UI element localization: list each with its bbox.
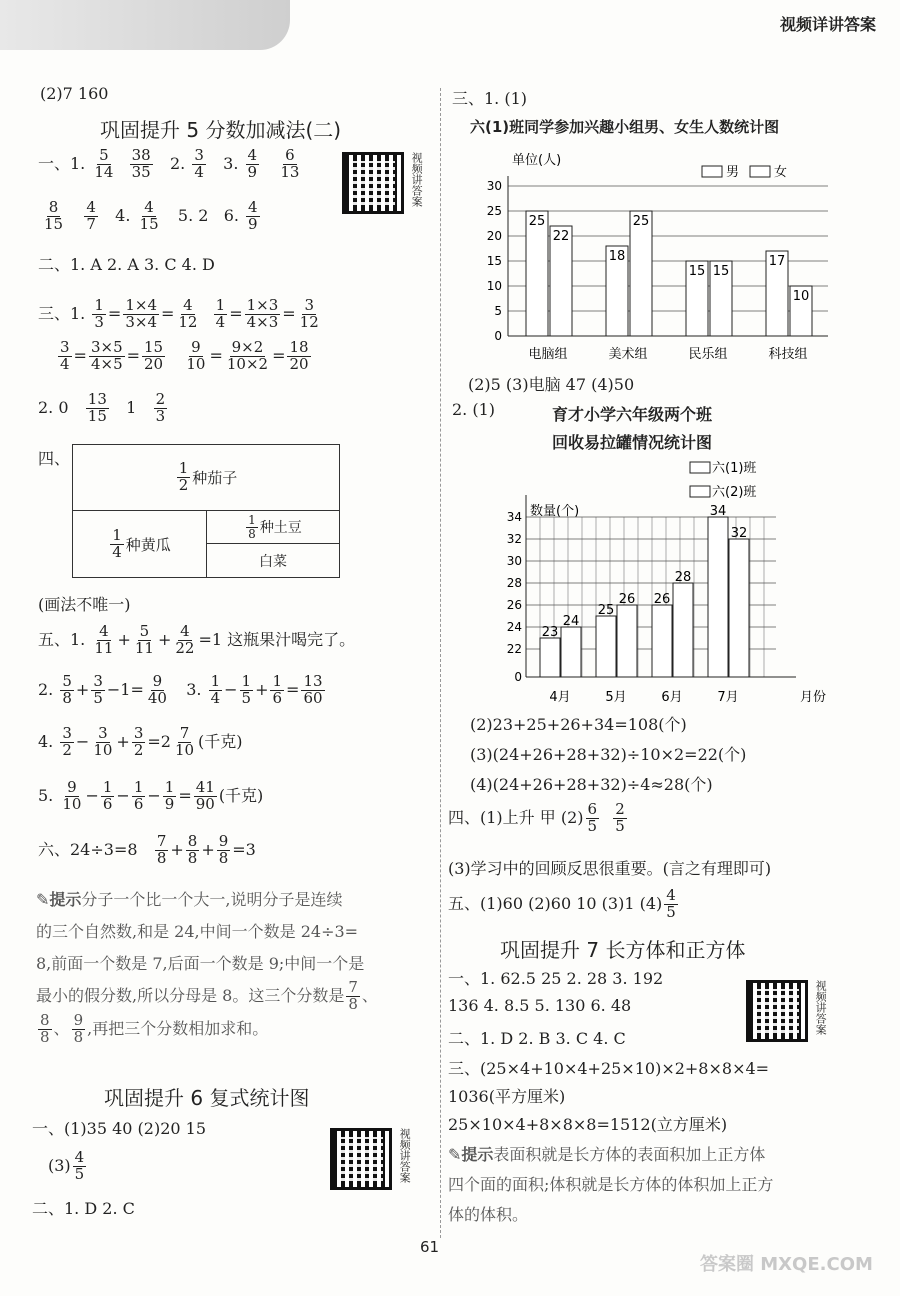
category-label: 7月 <box>717 690 739 705</box>
tick-label: 28 <box>506 576 522 590</box>
tick-label: 32 <box>506 532 522 546</box>
tick-label: 0 <box>494 329 502 343</box>
pencil-icon: ✎ <box>36 890 50 909</box>
category-label: 6月 <box>661 690 683 705</box>
qr-label: 视频讲答案 <box>814 980 828 1035</box>
s5-q5-5: 5. $\frac{9}{10}$ − $\frac{1}{6}$ − $\frac{1}{6}$ − $\frac{1}{9}$ = $\frac{41}{90}$ (千克) <box>38 778 264 813</box>
r-s7-q3b: 1036(平方厘米) <box>448 1087 566 1106</box>
eggplant-region: $\frac{1}{2}$ 种茄子 <box>73 445 339 511</box>
s5-q3-row1: 三、1. $\frac{1}{3}$ = $\frac{1\times 4}{3\times 4}$ = $\frac{4}{12}$ $\frac{1}{4}$ = $\frac{1\times 3}{4\times 3}$ = $\frac{3}{12}$ <box>38 296 319 331</box>
bar <box>526 211 548 336</box>
tick-label: 24 <box>506 620 522 634</box>
chart2-title-2: 回收易拉罐情况统计图 <box>552 433 713 452</box>
tick-label: 26 <box>506 598 522 612</box>
data-label: 25 <box>632 214 650 229</box>
data-label: 26 <box>618 592 636 607</box>
data-label: 32 <box>730 526 748 541</box>
category-label: 5月 <box>605 690 627 705</box>
s5-q1-row2: $\frac{8}{15}$ $\frac{4}{7}$ 4. $\frac{4}{15}$ 5. 2 6. $\frac{4}{9}$ <box>44 198 258 233</box>
column-divider <box>440 88 441 1238</box>
tip-block-right: ✎提示表面积就是长方体的表面积加上正方体 四个面的面积;体积就是长方体的体积加上正方 体的体积。 <box>448 1145 774 1224</box>
page-number: 61 <box>420 1238 440 1256</box>
data-label: 18 <box>608 249 626 264</box>
s5-q4-note: (画法不唯一) <box>38 595 131 614</box>
data-label: 26 <box>653 592 671 607</box>
tick-label: 20 <box>486 229 502 243</box>
r-s7-q1a: 一、1. 62.5 25 2. 28 3. 192 <box>448 969 664 988</box>
tick-label: 22 <box>506 642 522 656</box>
r-s7-q3a: 三、(25×4+10×4+25×10)×2+8×8×4= <box>448 1059 770 1078</box>
fraction: $\frac{6}{13}$ <box>280 146 300 181</box>
fraction: $\frac{5}{14}$ <box>94 146 114 181</box>
tick-label: 0 <box>514 670 522 684</box>
qr-code-icon[interactable] <box>342 152 404 214</box>
fraction: $\frac{8}{15}$ <box>44 198 64 233</box>
bar <box>540 638 560 677</box>
data-label: 25 <box>597 603 615 618</box>
bar <box>652 605 672 677</box>
data-label: 24 <box>562 614 580 629</box>
qr-label: 视频讲答案 <box>410 152 424 207</box>
q1-label: 一、1. <box>38 153 86 173</box>
garden-diagram <box>72 444 340 578</box>
s5-q3-2: 2. 0 $\frac{13}{15}$ 1 $\frac{2}{3}$ <box>38 390 166 425</box>
data-label: 22 <box>552 229 570 244</box>
bar <box>729 539 749 677</box>
header-decoration <box>0 0 290 50</box>
y-axis-label: 单位(人) <box>512 153 562 168</box>
legend-label: 女 <box>774 165 788 180</box>
bar <box>673 583 693 677</box>
s6-q1: 一、(1)35 40 (2)20 15 <box>32 1119 207 1138</box>
data-label: 28 <box>674 570 692 585</box>
r-s3-2-label: 2. (1) <box>452 400 496 419</box>
chart2-title-1: 育才小学六年级两个班 <box>552 405 713 424</box>
r-s4-3: (3)学习中的回顾反思很重要。(言之有理即可) <box>448 859 772 878</box>
tick-label: 34 <box>506 510 522 524</box>
legend-label: 六(1)班 <box>712 461 757 476</box>
fraction: $\frac{4}{7}$ <box>86 198 96 233</box>
s5-q6: 六、24÷3=8 $\frac{7}{8}$ + $\frac{8}{8}$ + $\frac{9}{8}$ =3 <box>38 832 256 867</box>
tick-label: 30 <box>506 554 522 568</box>
section6-title: 巩固提升 6 复式统计图 <box>104 1086 310 1110</box>
legend-swatch-boys <box>702 166 722 177</box>
x-axis-label: 月份 <box>800 690 827 705</box>
legend-swatch-girls <box>750 166 770 177</box>
s5-q5-4: 4. $\frac{3}{2}$ − $\frac{3}{10}$ + $\frac{3}{2}$ =2 $\frac{7}{10}$ (千克) <box>38 724 243 759</box>
data-label: 15 <box>688 264 706 279</box>
section5-title: 巩固提升 5 分数加减法(二) <box>100 118 342 142</box>
data-label: 10 <box>792 289 810 304</box>
s6-q2: 二、1. D 2. C <box>32 1199 135 1218</box>
category-label: 科技组 <box>768 347 808 362</box>
fraction: $\frac{4}{15}$ <box>139 198 159 233</box>
section7-title: 巩固提升 7 长方体和正方体 <box>500 938 746 962</box>
r-s3-2-a: (2)23+25+26+34=108(个) <box>470 715 687 734</box>
s5-q3-row2: $\frac{3}{4}$ = $\frac{3\times 5}{4\times 5}$ = $\frac{15}{20}$ $\frac{9}{10}$ = $\frac{9\times 2}{10\times 2}$ = $\frac{18}{20}$ <box>60 338 309 373</box>
category-label: 电脑组 <box>528 347 568 362</box>
s6-q1-3: (3) $\frac{4}{5}$ <box>48 1148 85 1183</box>
bar <box>596 616 616 677</box>
bar <box>708 517 728 677</box>
tick-label: 25 <box>486 204 502 218</box>
tip-block-left: ✎提示分子一个比一个大一,说明分子是连续 的三个自然数,和是 24,中间一个数是 24÷3= 8,前面一个数是 7,后面一个数是 9;中间一个是 最小的假分数,所以分母是 8。这三个分数是 $\frac{7}{8}$ 、 $\frac{8}{8}$ 、 $\frac{9}{8}$ ,再把三个分数相加求和。 <box>36 890 378 1046</box>
fraction: $\frac{3}{4}$ <box>194 146 204 181</box>
fraction: $\frac{4}{9}$ <box>247 146 258 181</box>
legend-label: 六(2)班 <box>712 485 757 500</box>
r-s3-q2: (2)5 (3)电脑 47 (4)50 <box>468 375 635 394</box>
data-label: 15 <box>712 264 730 279</box>
data-label: 34 <box>709 504 727 519</box>
potato-region: $\frac{1}{8}$ 种土豆 <box>207 511 339 544</box>
fraction: $\frac{38}{35}$ <box>131 146 151 181</box>
tick-label: 10 <box>486 279 502 293</box>
chart2-svg <box>490 455 827 707</box>
bar <box>561 627 581 677</box>
watermark: 答案圈 MXQE.COM <box>700 1254 873 1275</box>
qr-label: 视频讲答案 <box>398 1128 412 1183</box>
chart1-svg <box>470 140 850 370</box>
s5-q1-row1: 一、1. $\frac{5}{14}$ $\frac{38}{35}$ 2. $\frac{3}{4}$ 3. $\frac{4}{9}$ $\frac{6}{13}$ <box>38 146 300 181</box>
tick-label: 5 <box>494 304 502 318</box>
data-label: 17 <box>768 254 786 269</box>
y-axis-label: 数量(个) <box>530 504 580 519</box>
r-s7-q3c: 25×10×4+8×8×8=1512(立方厘米) <box>448 1115 728 1134</box>
fraction: $\frac{4}{9}$ <box>248 198 258 233</box>
r-s3-label: 三、1. (1) <box>452 89 528 108</box>
cabbage-region: 白菜 <box>259 553 287 570</box>
data-label: 23 <box>541 625 559 640</box>
legend-swatch-class2 <box>690 486 710 497</box>
tick-label: 30 <box>486 179 502 193</box>
s5-q5-1: 五、1. $\frac{4}{11}$ + $\frac{5}{11}$ + $\frac{4}{22}$ =1 这瓶果汁喝完了。 <box>38 622 356 657</box>
prev-line: (2)7 160 <box>40 84 109 103</box>
r-s4: 四、(1)上升 甲 (2) $\frac{6}{5}$ $\frac{2}{5}$ <box>448 800 625 835</box>
r-s3-2-c: (4)(24+26+28+32)÷4≈28(个) <box>470 775 713 794</box>
category-label: 美术组 <box>608 347 648 362</box>
s5-q2: 二、1. A 2. A 3. C 4. D <box>38 255 215 274</box>
data-label: 25 <box>528 214 546 229</box>
r-s3-2-b: (3)(24+26+28+32)÷10×2=22(个) <box>470 745 747 764</box>
chart1-title: 六(1)班同学参加兴趣小组男、女生人数统计图 <box>470 118 780 136</box>
cucumber-region: $\frac{1}{4}$ 种黄瓜 <box>73 511 207 577</box>
category-label: 4月 <box>549 690 571 705</box>
r-s5: 五、(1)60 (2)60 10 (3)1 (4) $\frac{4}{5}$ <box>448 886 676 921</box>
r-s7-q2: 二、1. D 2. B 3. C 4. C <box>448 1029 626 1048</box>
bar <box>617 605 637 677</box>
legend-swatch-class1 <box>690 462 710 473</box>
s5-q5-2-3: 2. $\frac{5}{8}$ + $\frac{3}{5}$ −1= $\frac{9}{40}$ 3. $\frac{1}{4}$ − $\frac{1}{5}$ + $\frac{1}{6}$ = $\frac{13}{60}$ <box>38 672 323 707</box>
qr-code-icon[interactable] <box>746 980 808 1042</box>
s5-q4-label: 四、 <box>38 449 71 468</box>
r-s7-q1b: 136 4. 8.5 5. 130 6. 48 <box>448 996 632 1015</box>
category-label: 民乐组 <box>688 347 728 362</box>
qr-code-icon[interactable] <box>330 1128 392 1190</box>
legend-label: 男 <box>726 165 740 180</box>
header-title: 视频详讲答案 <box>779 15 876 34</box>
pencil-icon: ✎ <box>448 1145 462 1164</box>
bar <box>630 211 652 336</box>
tick-label: 15 <box>486 254 502 268</box>
